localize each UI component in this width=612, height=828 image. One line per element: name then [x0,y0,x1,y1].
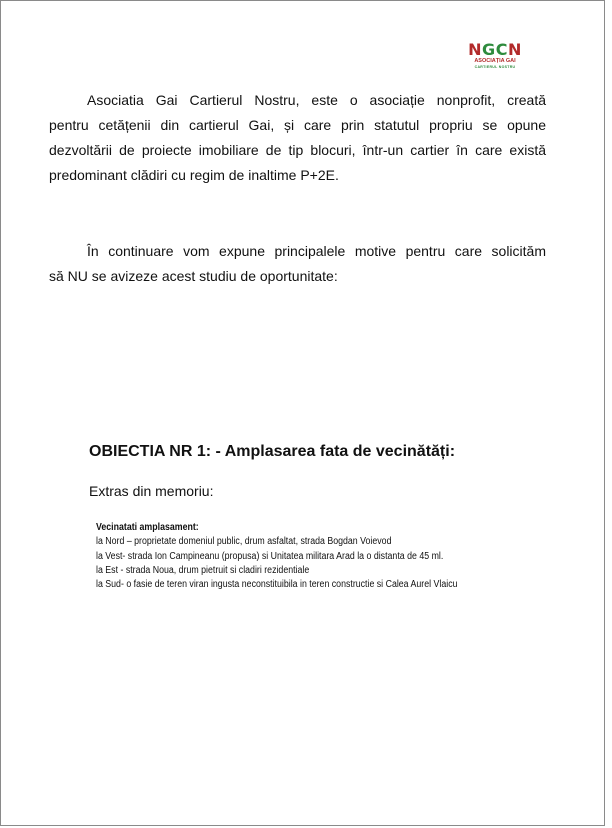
objection-heading: OBIECTIA NR 1: - Amplasarea fata de vecinătăți: [89,443,456,460]
ngcn-logo [463,41,527,75]
intro-line: dezvoltării de proiecte imobiliare de tip blocuri, într-un cartier în care există [49,142,546,158]
logo-letter-n2: N [507,40,522,59]
logo-letter-g: G [482,40,496,59]
logo-subtitle: ASOCIAȚIA GAI [474,58,516,64]
intro-line: pentru cetățenii din cartierul Gai, și care prin statutul propriu se opune [49,117,546,133]
memo-item-east: la Est - strada Noua, drum pietruit si cladiri rezidentiale [96,564,310,576]
memo-item-south: la Sud- o fasie de teren viran ingusta neconstituibila in teren constructie si Calea Aurel Vlaicu [96,579,458,591]
memo-title: Vecinatati amplasament: [96,522,199,533]
memo-excerpt [96,521,536,592]
request-line: În continuare vom expune principalele motive pentru care solicităm [87,243,546,259]
logo-letter-n: N [468,40,483,59]
logo-tagline: CARTIERUL NOSTRU [474,65,516,69]
request-line: să NU se avizeze acest studiu de oportunitate: [49,268,338,284]
request-paragraph [49,239,546,289]
intro-line: predominant clădiri cu regim de inaltime P+2E. [49,167,339,183]
memo-item-west: la Vest- strada Ion Campineanu (propusa) si Unitatea militara Arad la o distanta de 45 ml. [96,550,444,562]
intro-line: Asociatia Gai Cartierul Nostru, este o asociație nonprofit, creată [87,92,546,108]
intro-paragraph [49,88,546,188]
logo-letter-c: C [495,40,508,59]
memo-item-north: la Nord – proprietate domeniul public, drum asfaltat, strada Bogdan Voievod [96,536,392,548]
logo-wordmark [463,41,527,58]
extract-label: Extras din memoriu: [89,483,214,499]
